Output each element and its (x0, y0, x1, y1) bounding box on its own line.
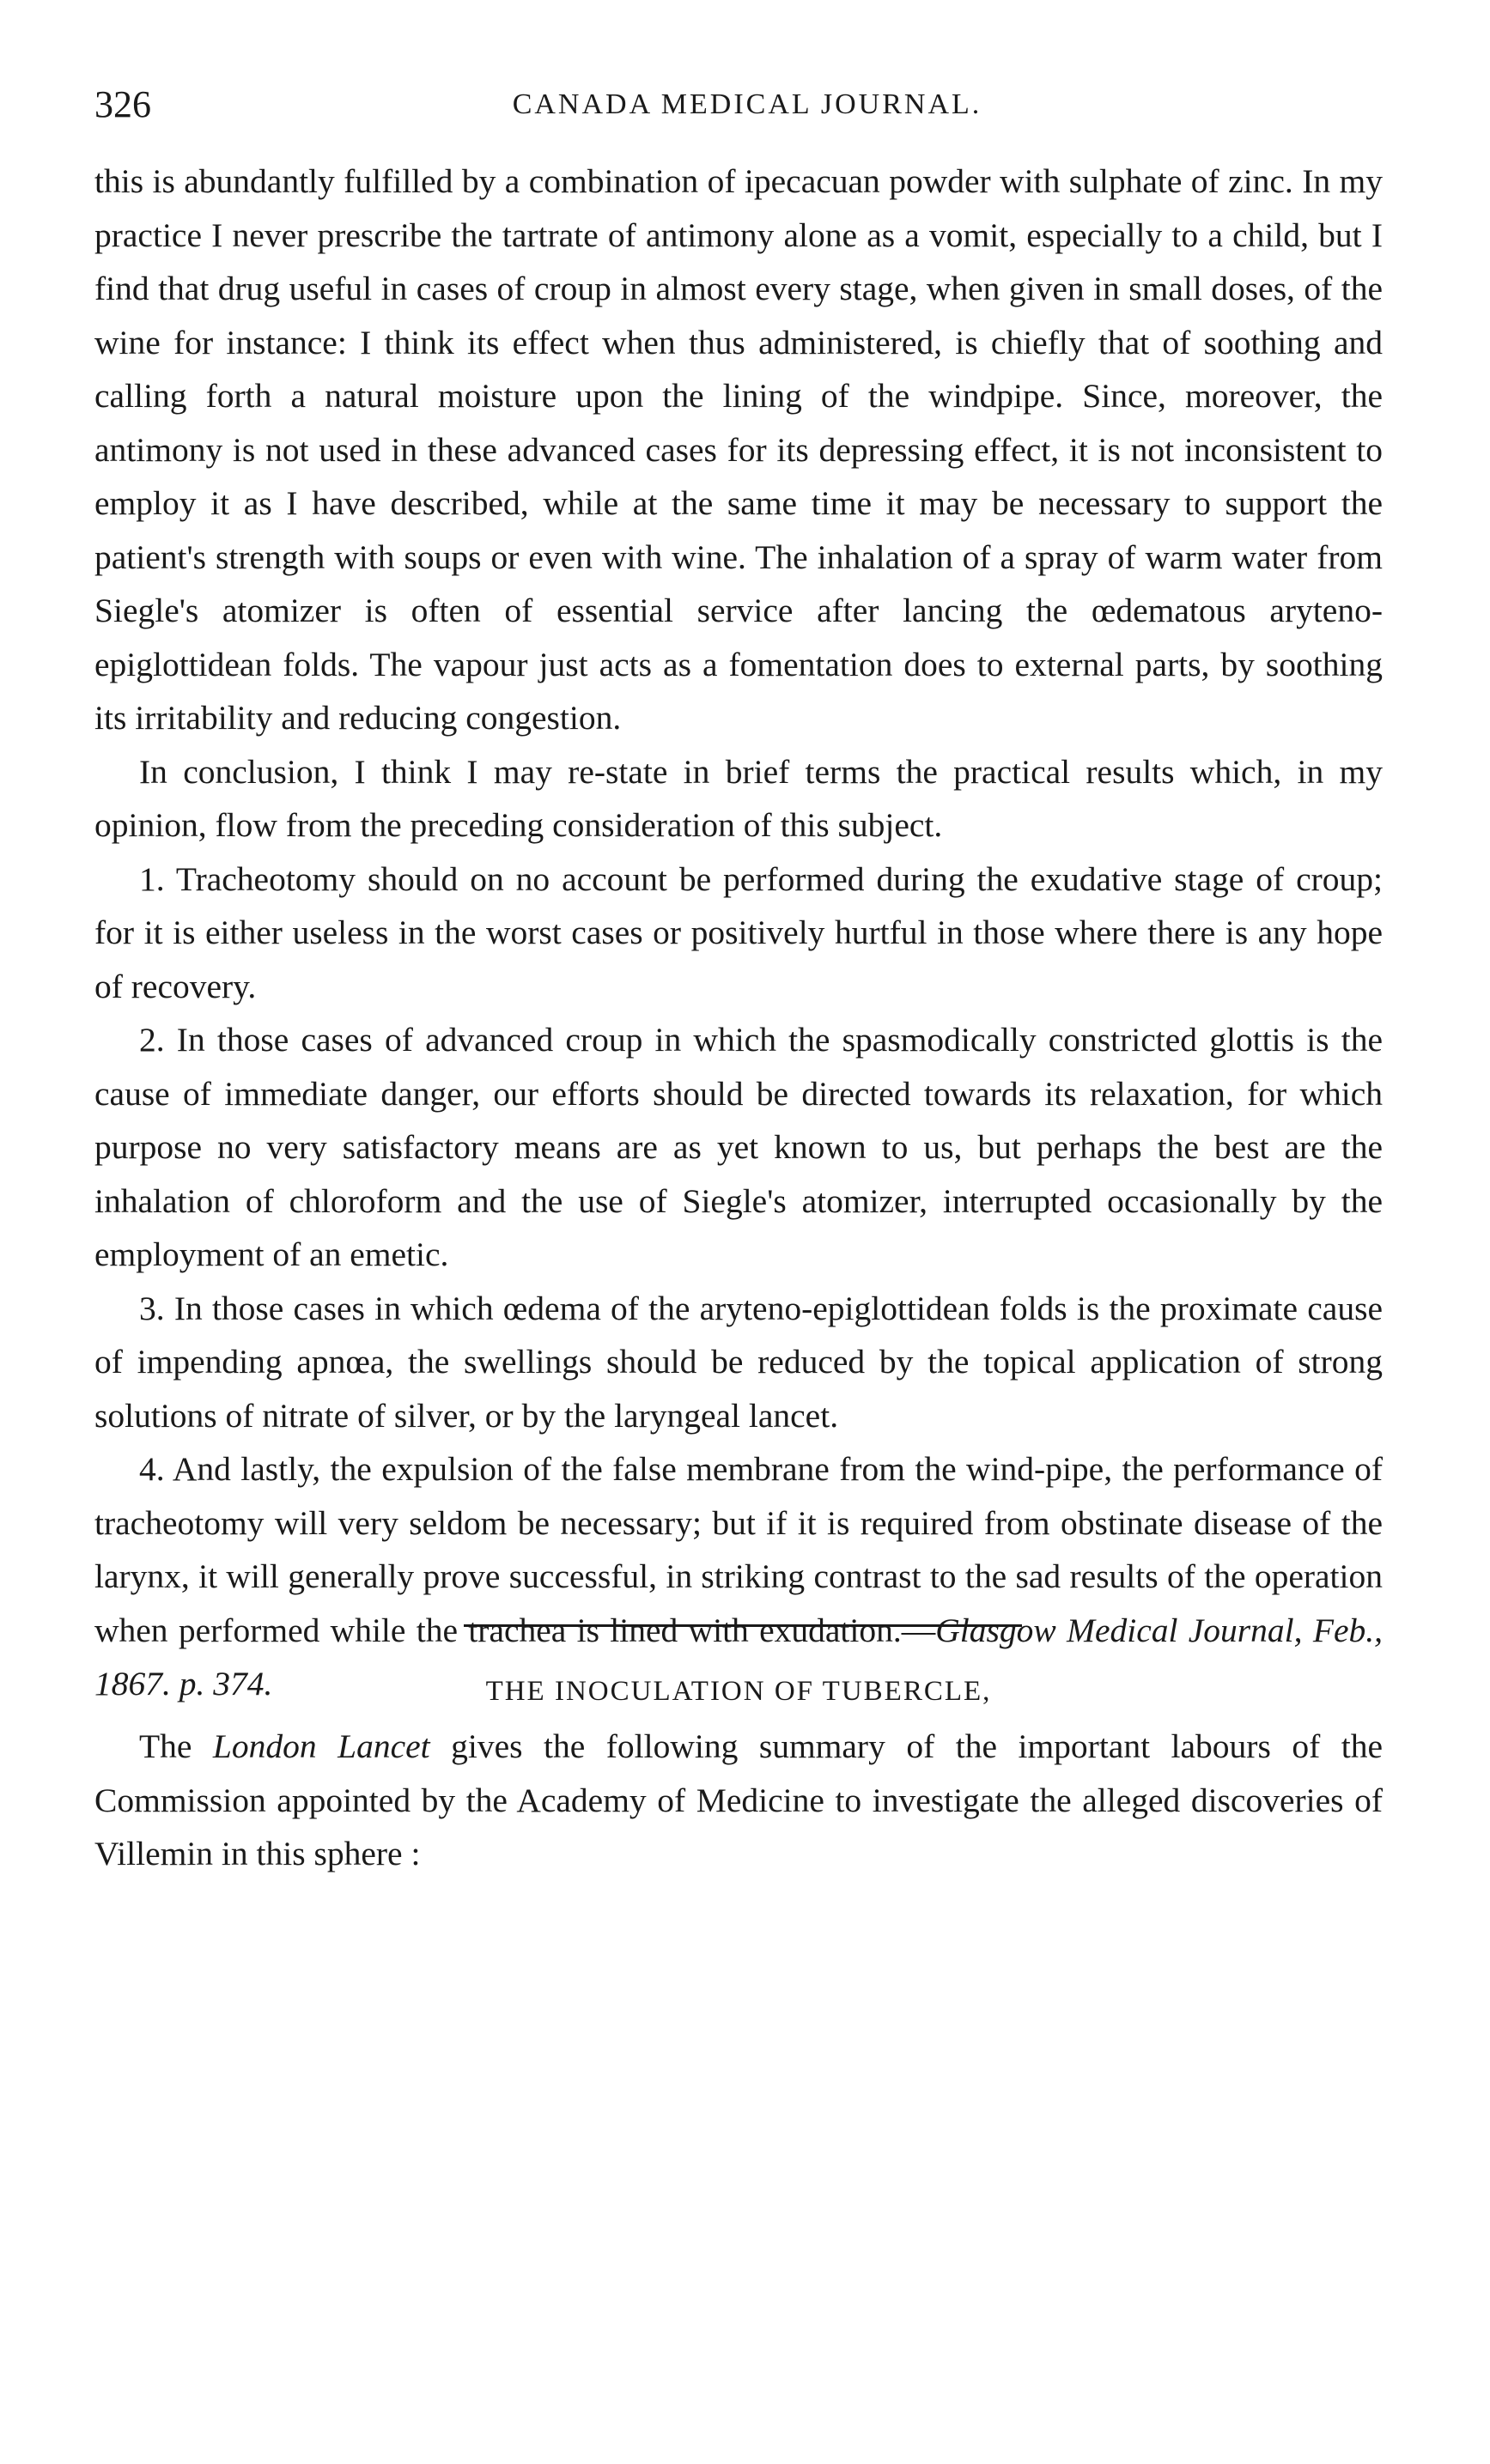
citation: Glasgow Medical Journal, Feb., 1867. p. 374. (94, 1611, 1383, 1702)
running-head (94, 79, 1400, 130)
section-heading: THE INOCULATION OF TUBERCLE, (485, 1676, 992, 1707)
section-intro-start: The (139, 1727, 213, 1765)
point-oedema: 3. In those cases in which œdema of the aryteno-epiglottidean folds is the proximate cause of impending apnœa, the swellings should be reduced by the topical application of strong solutions of nitrate of silver, or by the laryngeal lancet. (94, 1289, 1383, 1435)
section-intro-rest: gives the following summary of the important labours of the Commission appointed by the Academy of Medicine to investigate the alleged discoveries of Villemin in this sphere : (94, 1727, 1383, 1872)
point-spasmodic-glottis: 2. In those cases of advanced croup in which the spasmodically constricted glottis is the cause of immediate danger, our efforts should be directed towards its relaxation, for which purpose no very satisfactory means are as yet known to us, but perhaps the best are the inhalation of chloroform and the use of Siegle's atomizer, interrupted occasionally by the employment of an emetic. (94, 1021, 1383, 1273)
journal-title: CANADA MEDICAL JOURNAL. (512, 88, 982, 120)
paragraph-ipecacuan: this is abundantly fulfilled by a combination of ipecacuan powder with sulphate of zinc. In my practice I never prescribe the tartrate of antimony alone as a vomit, especially to a child, but I find that drug useful in cases of croup in almost every stage, when given in small doses, of the wine for instance: I think its effect when thus administered, is chiefly that of soothing and calling forth a natural moisture upon the lining of the windpipe. Since, moreover, the antimony is not used in these advanced cases for its depressing effect, it is not inconsistent to employ it as I have described, while at the same time it may be necessary to support the patient's strength with soups or even with wine. The inhalation of a spray of warm water from Siegle's atomizer is often of essential service after lancing the œdematous aryteno-epiglottidean folds. The vapour just acts as a fomentation does to external parts, by soothing its irritability and reducing congestion. (94, 162, 1383, 737)
page-number: 326 (94, 83, 151, 125)
section-divider (464, 1624, 1022, 1627)
section-intro-source: London Lancet (212, 1727, 430, 1765)
article-body (94, 155, 1383, 1711)
section-body (94, 1720, 1383, 1881)
paragraph-conclusion: In conclusion, I think I may re-state in brief terms the practical results which, in my opinion, flow from the preceding consideration of this subject. (94, 752, 1383, 844)
point-tracheotomy: 1. Tracheotomy should on no account be performed during the exudative stage of croup; for it is either useless in the worst cases or positively hurtful in those where there is any hope of recovery. (94, 859, 1383, 1005)
section-intro (94, 1720, 1383, 1881)
point-false-membrane-text: 4. And lastly, the expulsion of the false membrane from the wind-pipe, the performance of tracheotomy will very seldom be necessary; but if it is required from obstinate disease of the larynx, it will generally prove successful, in striking contrast to the sad results of the operation when performed while the trachea is lined with exudation.— (94, 1450, 1383, 1649)
